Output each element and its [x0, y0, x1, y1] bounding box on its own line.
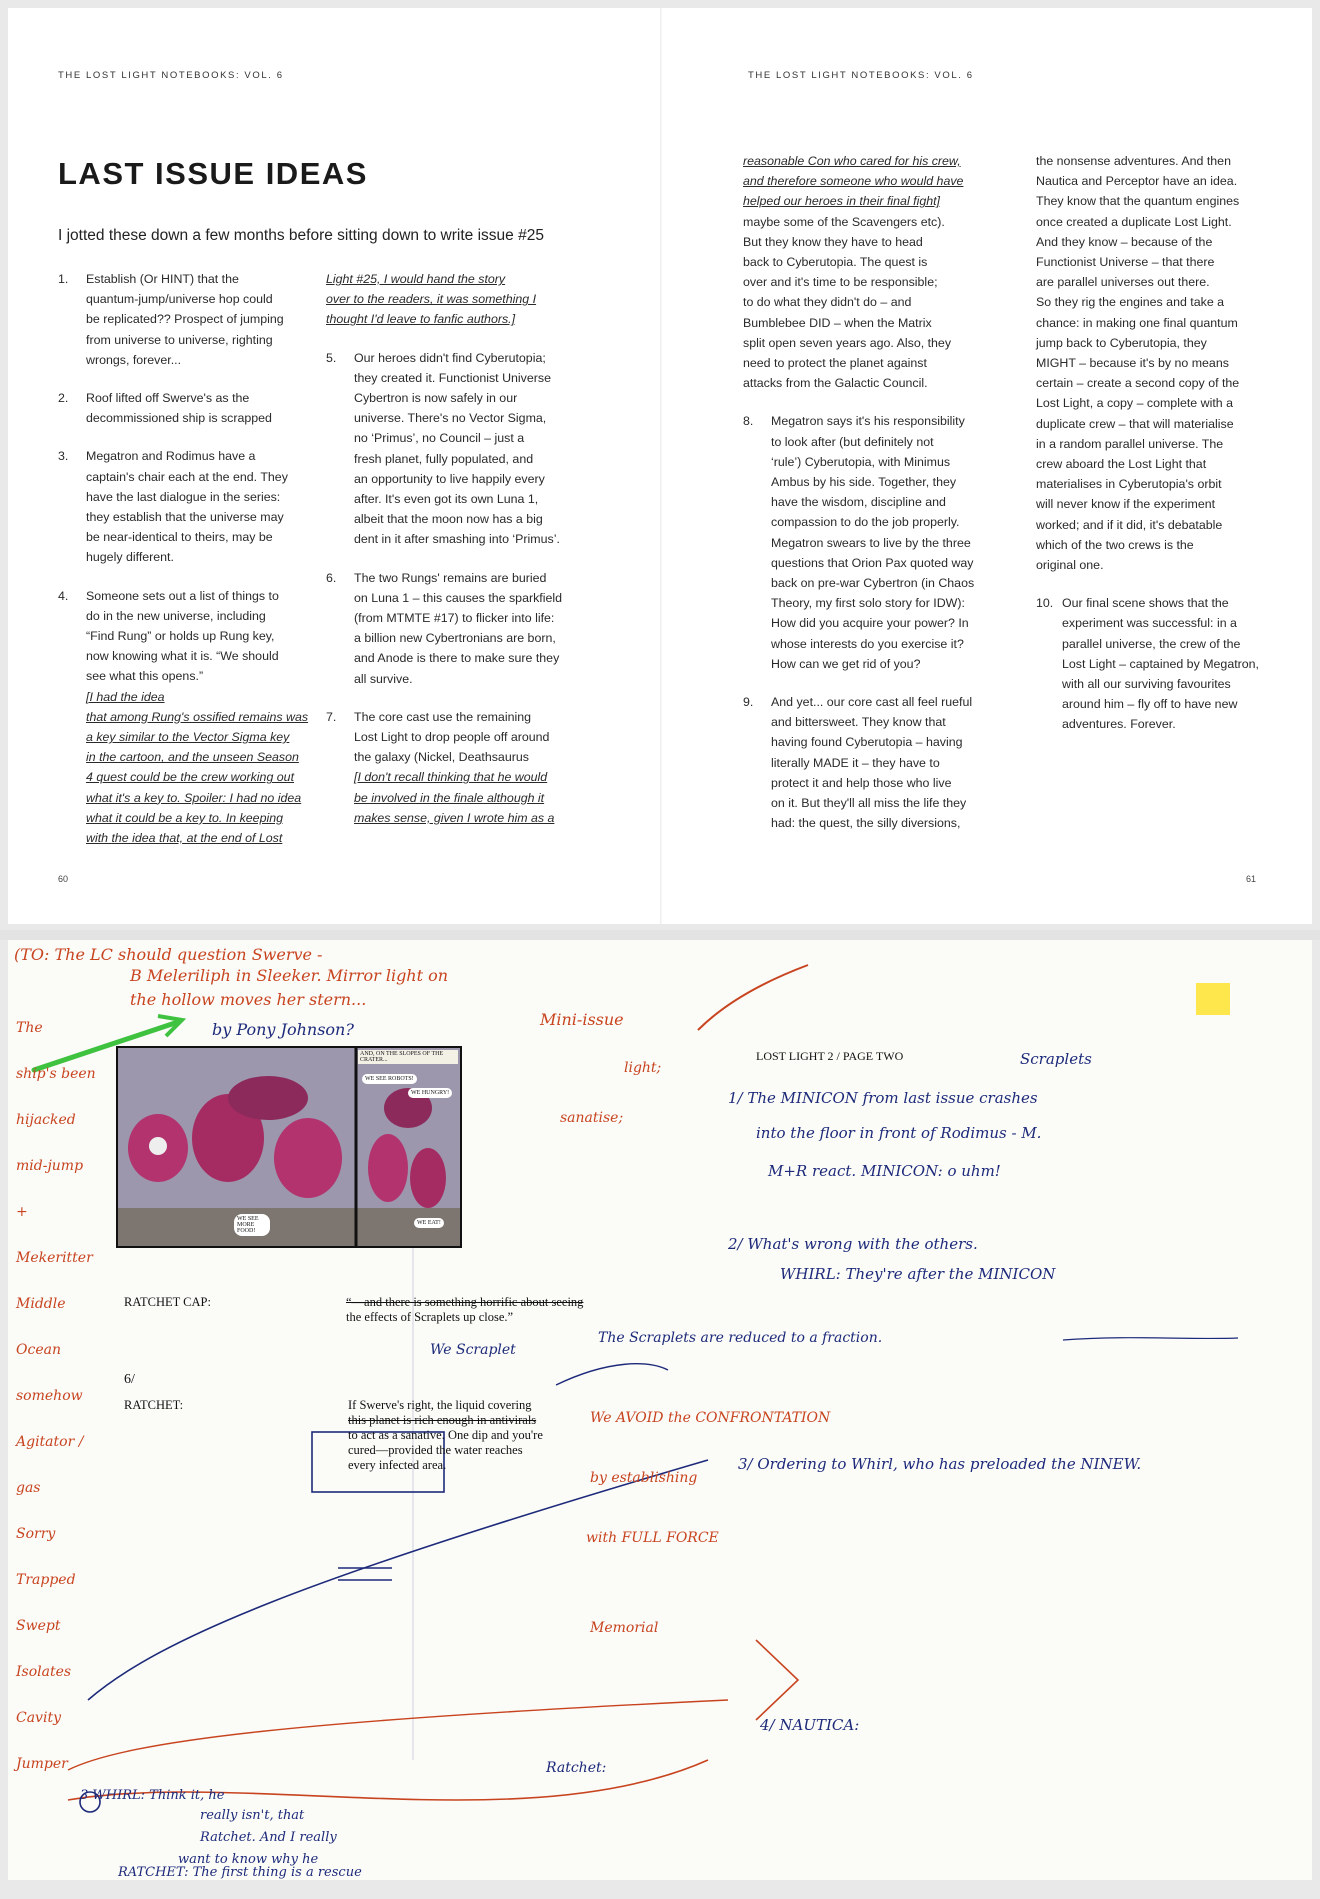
handwritten-note: B Meleriliph in Sleeker. Mirror light on: [130, 966, 449, 985]
dialogue-line: this planet is rich enough in antivirals: [348, 1413, 537, 1427]
text-line: ‘rule’) Cyberutopia, with Minimus: [771, 454, 951, 469]
handwritten-note: hijacked: [16, 1112, 76, 1128]
text-column-2: [326, 269, 588, 846]
balloon-eat: WE EAT!: [414, 1218, 444, 1228]
text-line: Megatron says it's his responsibility: [771, 414, 965, 429]
text-line: But they know they have to head: [743, 234, 923, 249]
text-line: captain's chair each at the end. They: [86, 469, 288, 484]
text-line: protect it and help those who live: [771, 775, 952, 790]
text-line: “Find Rung” or holds up Rung key,: [86, 629, 275, 644]
text-line: once created a duplicate Lost Light.: [1036, 214, 1232, 229]
page-number-left: 60: [58, 874, 69, 884]
text-line: the nonsense adventures. And then: [1036, 154, 1231, 168]
text-line: And they know – because of the: [1036, 234, 1213, 249]
text-line: split open seven years ago. Also, they: [743, 335, 952, 350]
script-ratchet-label: RATCHET:: [124, 1398, 184, 1412]
text-line: after. It's even got its own Luna 1,: [354, 492, 539, 507]
text-line: now knowing what it is. “We should: [86, 649, 279, 664]
text-line: Lost Light, a copy – complete with a: [1036, 396, 1233, 411]
text-line: How did you acquire your power? In: [771, 616, 969, 631]
text-line: And yet... our core cast all feel rueful: [771, 695, 973, 710]
text-line: on Luna 1 – this causes the sparkfield: [354, 590, 563, 605]
text-line: literally MADE it – they have to: [771, 755, 940, 770]
text-line: Cybertron is now safely in our: [354, 391, 518, 406]
text-line: Our final scene shows that the: [1062, 596, 1229, 611]
text-line: (from MTMTE #17) to flicker into life:: [354, 611, 555, 626]
text-line: The core cast use the remaining: [354, 709, 532, 724]
text-line: parallel universe, the crew of the: [1062, 636, 1241, 651]
handwritten-note: We Scraplet: [430, 1342, 516, 1358]
text-line: are parallel universes out there.: [1036, 275, 1210, 290]
handwritten-note: Scraplets: [1020, 1050, 1092, 1068]
book-spread: [8, 8, 1312, 924]
list-item: [743, 692, 1005, 833]
handwritten-note: into the floor in front of Rodimus - M.: [756, 1124, 1042, 1142]
aside-line: Light #25, I would hand the story: [326, 272, 506, 286]
text-line: do in the new universe, including: [86, 608, 266, 623]
text-line: decommissioned ship is scrapped: [86, 411, 272, 426]
handwritten-note: Middle: [16, 1296, 66, 1312]
text-line: Lost Light to drop people off around: [354, 730, 550, 745]
aside-line: [I don't recall thinking that he would: [354, 770, 548, 785]
aside-line: and therefore someone who would have: [743, 174, 964, 189]
handwritten-note: want to know why he: [178, 1852, 319, 1867]
text-line: jump back to Cyberutopia, they: [1036, 335, 1207, 350]
aside-line: makes sense, given I wrote him as a: [354, 810, 555, 825]
script-caption-text: [346, 1295, 596, 1325]
item-number: 2.: [58, 391, 69, 406]
aside-line: a key similar to the Vector Sigma key: [86, 730, 290, 745]
text-line: attacks from the Galactic Council.: [743, 376, 928, 391]
aside-line: with the idea that, at the end of Lost: [86, 831, 283, 846]
text-line: questions that Orion Pax quoted way: [771, 555, 974, 570]
text-line: in a random parallel universe. The: [1036, 436, 1224, 451]
text-line: back on pre-war Cybertron (in Chaos: [771, 576, 975, 591]
text-line: certain – create a second copy of the: [1036, 376, 1240, 391]
text-line: hugely different.: [86, 550, 174, 565]
text-line: having found Cyberutopia – having: [771, 735, 963, 750]
handwritten-note: the hollow moves her stern...: [130, 990, 367, 1009]
handwritten-note: by Pony Johnson?: [212, 1020, 354, 1039]
item-number: 7.: [326, 709, 337, 724]
handwritten-note: sanatise;: [560, 1110, 624, 1126]
text-line: experiment was successful: in a: [1062, 616, 1237, 631]
balloon-hungry: WE HUNGRY!: [408, 1088, 452, 1098]
handwritten-note: somehow: [16, 1388, 83, 1404]
handwritten-note: really isn't, that: [200, 1808, 305, 1823]
aside-line: what it's a key to. Spoiler: I had no idea: [86, 790, 302, 805]
aside-line: over to the readers, it was something I: [326, 292, 537, 307]
handwritten-note: RATCHET: The first thing is a rescue: [118, 1865, 362, 1880]
handwritten-note: The Scraplets are reduced to a fraction.: [598, 1330, 883, 1346]
handwritten-note: The: [16, 1020, 43, 1036]
handwritten-note: by establishing: [590, 1470, 698, 1486]
text-line: need to protect the planet against: [743, 356, 927, 371]
text-line: duplicate crew – that will materialise: [1036, 416, 1234, 431]
handwritten-note: Sorry: [16, 1526, 56, 1542]
text-line: Theory, my first solo story for IDW):: [771, 596, 965, 611]
text-line: the galaxy (Nickel, Deathsaurus: [354, 750, 529, 765]
handwritten-note: Mekeritter: [16, 1250, 93, 1266]
text-line: on it. But they'll all miss the life they: [771, 796, 967, 811]
handwritten-note: WHIRL: They're after the MINICON: [780, 1265, 1056, 1283]
handwritten-note: Jumper: [16, 1756, 68, 1772]
list-item: [326, 348, 588, 550]
handwritten-note: Ocean: [16, 1342, 61, 1358]
text-line: Megatron and Rodimus have a: [86, 449, 256, 464]
text-line: adventures. Forever.: [1062, 717, 1176, 732]
text-line: MIGHT – because it's by no means: [1036, 356, 1229, 371]
handwritten-note: Cavity: [16, 1710, 61, 1726]
list-item: [326, 568, 588, 689]
handwritten-note: 3/ Ordering to Whirl, who has preloaded the NINEW.: [738, 1455, 1142, 1473]
list-item: [326, 707, 588, 828]
aside-line: [I had the idea: [86, 689, 165, 704]
photo-divider: [0, 930, 1320, 940]
text-line: universe. There's no Vector Sigma,: [354, 411, 547, 426]
text-line: around him – fly off to have new: [1062, 697, 1238, 712]
running-head-right: THE LOST LIGHT NOTEBOOKS: VOL. 6: [748, 70, 974, 81]
text-line: had: the quest, the silly diversions,: [771, 816, 961, 831]
list-item: [58, 446, 320, 567]
handwritten-note: +: [16, 1204, 28, 1220]
dialogue-line: every infected area.: [348, 1458, 447, 1472]
handwritten-note: Ratchet. And I really: [200, 1830, 337, 1845]
list-item: [58, 586, 320, 849]
text-line: Our heroes didn't find Cyberutopia;: [354, 350, 546, 365]
item-number: 8.: [743, 414, 754, 429]
text-line: wrongs, forever...: [86, 352, 182, 367]
text-line: materialises in Cyberutopia's orbit: [1036, 477, 1222, 492]
item-number: 10.: [1036, 596, 1054, 611]
balloon-robots: WE SEE ROBOTS!: [362, 1074, 417, 1084]
text-column-1: [58, 269, 320, 866]
text-line: with all our surviving favourites: [1062, 677, 1231, 692]
balloon-caption: AND, ON THE SLOPES OF THE CRATER...: [358, 1050, 458, 1064]
text-line: Roof lifted off Swerve's as the: [86, 391, 250, 406]
aside-line: in the cartoon, and the unseen Season: [86, 750, 299, 765]
page-title: LAST ISSUE IDEAS: [58, 156, 368, 191]
handwritten-note: with FULL FORCE: [586, 1530, 719, 1546]
text-line: They know that the quantum engines: [1036, 194, 1240, 209]
handwritten-note: 3 WHIRL: Think it, he: [80, 1788, 225, 1803]
aside-line: reasonable Con who cared for his crew,: [743, 154, 961, 168]
text-line: Someone sets out a list of things to: [86, 588, 279, 603]
text-line: quantum-jump/universe hop could: [86, 292, 273, 307]
handwritten-note: M+R react. MINICON: o uhm!: [768, 1162, 1001, 1180]
text-line: be near-identical to theirs, may be: [86, 530, 273, 545]
item-number: 5.: [326, 350, 337, 365]
text-line: no ‘Primus’, no Council – just a: [354, 431, 525, 446]
text-line: So they rig the engines and take a: [1036, 295, 1225, 310]
text-line: a billion new Cybertronians are born,: [354, 631, 556, 646]
item-number: 3.: [58, 449, 69, 464]
handwritten-note: Memorial: [590, 1620, 659, 1636]
script-ratchet-dialogue: [348, 1398, 598, 1473]
text-line: worked; and if it did, it's debatable: [1036, 517, 1223, 532]
list-item: [58, 388, 320, 428]
handwritten-note: Swept: [16, 1618, 61, 1634]
text-column-4: [1036, 151, 1266, 753]
text-line: Bumblebee DID – when the Matrix: [743, 315, 932, 330]
aside-line: thought I'd leave to fanfic authors.]: [326, 312, 516, 327]
aside-line: that among Rung's ossified remains was: [86, 709, 309, 724]
text-line: have the last dialogue in the series:: [86, 489, 281, 504]
text-line: which of the two crews is the: [1036, 537, 1194, 552]
text-line: see what this opens.”: [86, 669, 204, 684]
script-page-header: LOST LIGHT 2 / PAGE TWO: [756, 1049, 904, 1063]
text-line: albeit that the moon now has a big: [354, 512, 543, 527]
text-line: from universe to universe, righting: [86, 332, 273, 347]
text-line: How can we get rid of you?: [771, 656, 921, 671]
handwritten-note: Ratchet:: [546, 1760, 607, 1776]
handwritten-note: Agitator /: [16, 1434, 84, 1450]
text-line: they establish that the universe may: [86, 510, 284, 525]
handwritten-note: 2/ What's wrong with the others.: [728, 1235, 978, 1253]
dialogue-line: cured—provided the water reaches: [348, 1443, 523, 1457]
text-line: Lost Light – captained by Megatron,: [1062, 656, 1260, 671]
aside-line: be involved in the finale although it: [354, 790, 545, 805]
sticky-note-tab: [1196, 983, 1230, 1015]
text-line: maybe some of the Scavengers etc).: [743, 214, 945, 229]
handwritten-note: (TO: The LC should question Swerve -: [14, 945, 323, 964]
item-number: 4.: [58, 588, 69, 603]
aside-line: 4 quest could be the crew working out: [86, 770, 295, 785]
text-line: The two Rungs' remains are buried: [354, 570, 547, 585]
handwritten-note: We AVOID the CONFRONTATION: [590, 1410, 831, 1426]
text-line: all survive.: [354, 671, 413, 686]
text-line: an opportunity to live happily every: [354, 471, 545, 486]
aside-line: helped our heroes in their final fight]: [743, 194, 940, 209]
item-number: 6.: [326, 570, 337, 585]
text-line: will never know if the experiment: [1036, 497, 1216, 512]
dialogue-line: to act as a sanative. One dip and you're: [348, 1428, 543, 1442]
handwritten-note: Mini-issue: [540, 1010, 624, 1029]
handwritten-note: mid-jump: [16, 1158, 84, 1174]
text-line: and bittersweet. They know that: [771, 715, 946, 730]
text-line: back to Cyberutopia. The quest is: [743, 255, 928, 270]
handwritten-note: light;: [624, 1060, 662, 1076]
text-line: be replicated?? Prospect of jumping: [86, 312, 284, 327]
spine-gutter: [660, 8, 662, 924]
aside-line: what it could be a key to. In keeping: [86, 810, 283, 825]
text-line: have the wisdom, discipline and: [771, 495, 946, 510]
page-subtitle: I jotted these down a few months before sitting down to write issue #25: [58, 227, 544, 244]
list-item: [58, 269, 320, 370]
item-number: 1.: [58, 272, 69, 286]
text-line: to look after (but definitely not: [771, 434, 934, 449]
text-line: original one.: [1036, 558, 1104, 573]
script-panel-number: 6/: [124, 1372, 135, 1387]
text-line: to do what they didn't do – and: [743, 295, 912, 310]
balloon-food: WE SEE MORE FOOD!: [234, 1214, 270, 1236]
item-number: 9.: [743, 695, 754, 710]
text-line: fresh planet, fully populated, and: [354, 451, 534, 466]
handwritten-note: Isolates: [16, 1664, 72, 1680]
script-caption-label: RATCHET CAP:: [124, 1295, 211, 1309]
text-line: over and it's time to be responsible;: [743, 275, 938, 290]
caption-text: the effects of Scraplets up close.”: [346, 1310, 514, 1324]
text-column-3: [743, 151, 1005, 852]
text-line: they created it. Functionist Universe: [354, 370, 551, 385]
text-line: Establish (Or HINT) that the: [86, 272, 239, 286]
handwritten-note: gas: [16, 1480, 41, 1496]
dialogue-line: If Swerve's right, the liquid covering: [348, 1398, 532, 1412]
handwritten-note: Trapped: [16, 1572, 76, 1588]
text-line: Ambus by his side. Together, they: [771, 475, 957, 490]
handwritten-note: ship's been: [16, 1066, 96, 1082]
text-line: Megatron swears to live by the three: [771, 535, 971, 550]
text-line: whose interests do you exercise it?: [771, 636, 964, 651]
text-line: compassion to do the job properly.: [771, 515, 960, 530]
running-head-left: THE LOST LIGHT NOTEBOOKS: VOL. 6: [58, 70, 284, 81]
list-item: [1036, 593, 1266, 734]
handwritten-note: 4/ NAUTICA:: [760, 1716, 860, 1734]
comic-panel-scraplets: [116, 1046, 462, 1248]
text-line: and Anode is there to make sure they: [354, 651, 560, 666]
text-line: crew aboard the Lost Light that: [1036, 457, 1207, 472]
text-line: chance: in making one final quantum: [1036, 315, 1238, 330]
struck-caption: “—and there is something horrific about seeing: [346, 1295, 584, 1309]
text-line: Functionist Universe – that there: [1036, 255, 1215, 270]
text-line: Nautica and Perceptor have an idea.: [1036, 174, 1238, 189]
text-line: dent in it after smashing into ‘Primus’.: [354, 532, 560, 547]
list-item: [743, 411, 1005, 674]
handwritten-note: 1/ The MINICON from last issue crashes: [728, 1089, 1038, 1107]
page-number-right: 61: [1246, 874, 1257, 884]
